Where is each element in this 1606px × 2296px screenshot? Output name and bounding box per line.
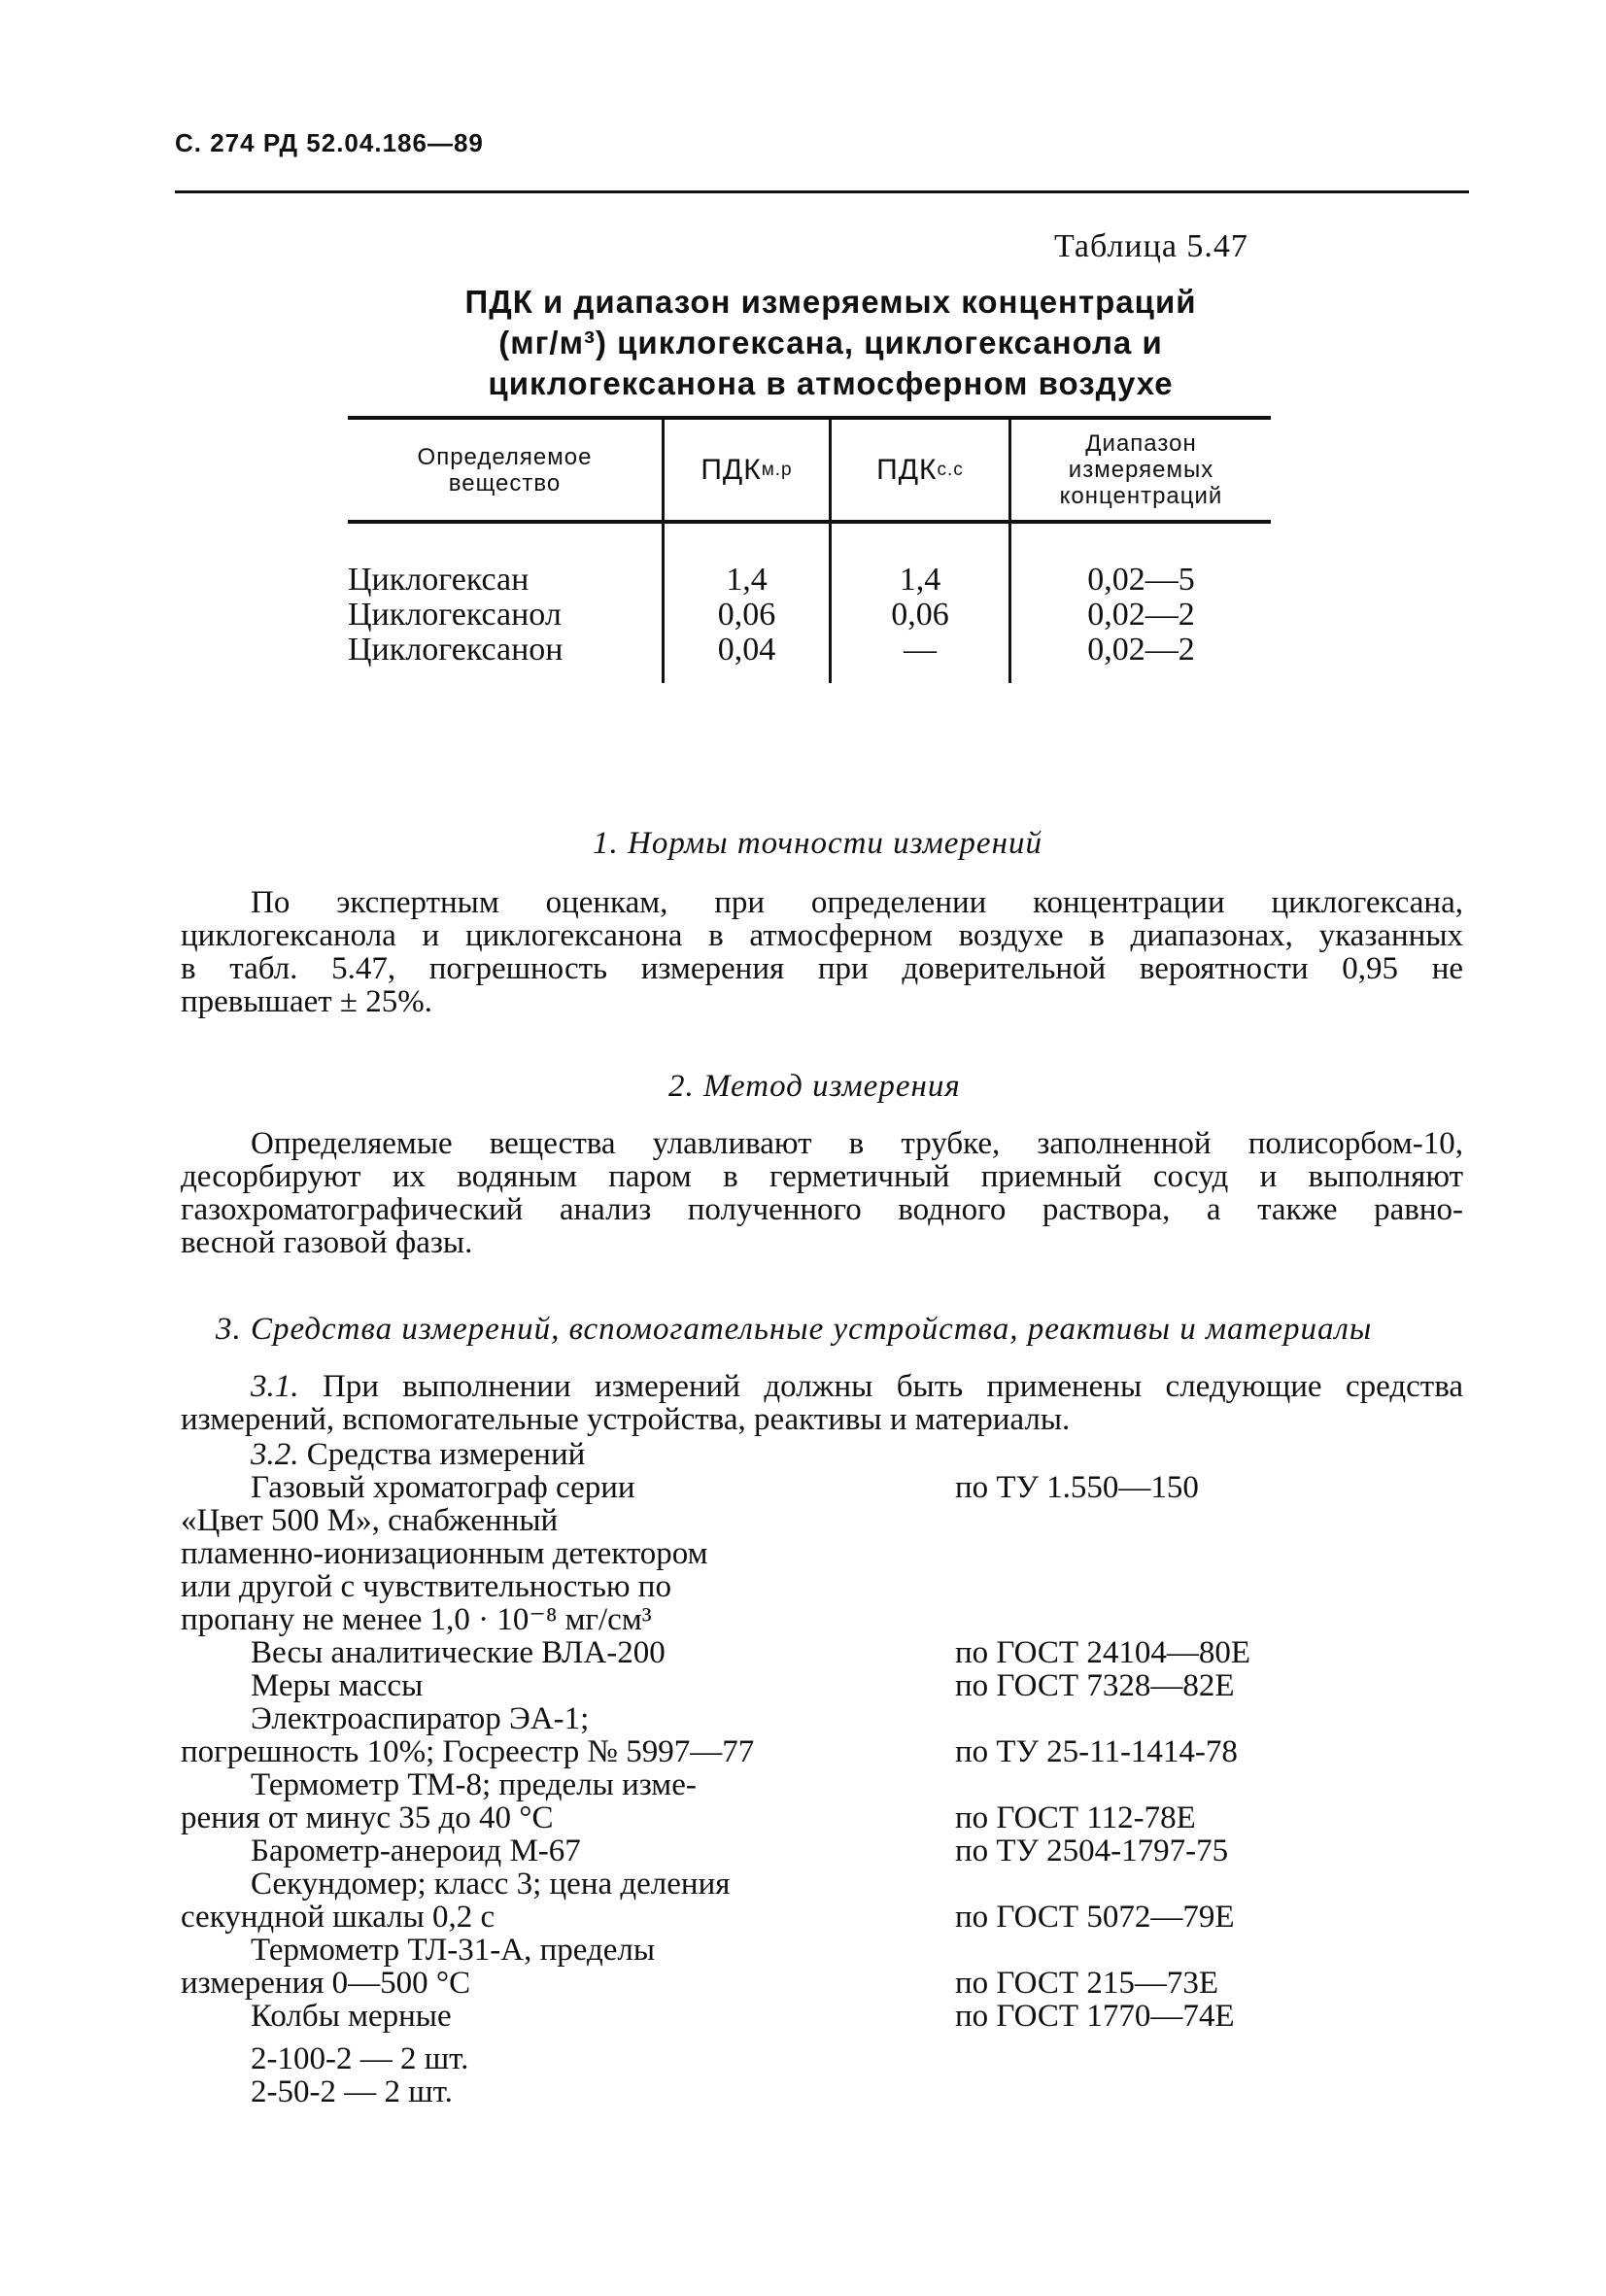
equipment-item	[181, 1669, 1473, 1702]
header-substance: Определяемое вещество	[417, 443, 593, 497]
equipment-description-line: Секундомер; класс 3; цена деления	[251, 1867, 731, 1902]
header-pdk-ss-sub: с.с	[937, 460, 964, 480]
equipment-standard: по ГОСТ 1770—74Е	[955, 1999, 1235, 2034]
equipment-item	[181, 1834, 1473, 1868]
equipment-standard: по ГОСТ 24104—80Е	[955, 1635, 1250, 1670]
equipment-item	[181, 2042, 1473, 2075]
table-label: Таблица 5.47	[1054, 228, 1248, 264]
clause-number: 3.2.	[251, 1437, 299, 1472]
equipment-item	[181, 1768, 1473, 1834]
table-row	[348, 562, 1271, 597]
equipment-standard: по ГОСТ 112-78Е	[955, 1800, 1196, 1835]
paragraph-line: измерений, вспомогательные устройства, реактивы и материалы.	[181, 1402, 1071, 1437]
section-2-paragraph	[181, 1127, 1463, 1259]
equipment-item	[181, 1934, 1473, 2000]
table-title	[345, 282, 1316, 404]
cell-pdk-mr: 1,4	[726, 562, 768, 598]
equipment-description-line: Весы аналитические ВЛА-200	[251, 1635, 666, 1670]
cell-substance: Циклогексанон	[348, 632, 564, 668]
equipment-description-line: Барометр-анероид М-67	[251, 1833, 581, 1868]
equipment-description-line: Электроаспиратор ЭА-1;	[251, 1701, 590, 1736]
equipment-item	[181, 1702, 1473, 1768]
equipment-description-line: рения от минус 35 до 40 °С	[181, 1800, 554, 1835]
section-1-paragraph	[181, 886, 1463, 1018]
header-pdk-mr	[665, 420, 829, 520]
equipment-description-line: пропану не менее 1,0 · 10⁻⁸ мг/см³	[181, 1602, 652, 1637]
running-head: С. 274 РД 52.04.186—89	[175, 128, 484, 157]
paragraph-line: превышает ± 25%.	[181, 984, 433, 1019]
header-range: Диапазон измеряемых концентраций	[1059, 430, 1223, 509]
clause-3-1	[181, 1370, 1463, 1436]
cell-substance: Циклогексанол	[348, 597, 562, 633]
equipment-standard: по ТУ 2504-1797-75	[955, 1833, 1229, 1868]
cell-pdk-ss: 1,4	[899, 562, 941, 598]
paragraph-line	[181, 1370, 1463, 1403]
cell-pdk-ss: 0,06	[891, 597, 949, 633]
table-title-line: циклогексанона в атмосферном воздухе	[488, 365, 1174, 401]
equipment-description-line: Меры массы	[251, 1668, 424, 1703]
equipment-description-line: пламенно-ионизационным детектором	[181, 1536, 708, 1571]
header-pdk-mr-sub: м.р	[761, 460, 793, 480]
section-heading-3: 3. Средства измерений, вспомогательные устройства, реактивы и материалы	[216, 1312, 1373, 1347]
cell-range: 0,02—5	[1087, 562, 1195, 598]
equipment-description-line: 2-50-2 — 2 шт.	[251, 2074, 453, 2109]
paragraph-line: десорбируют их водяным паром в герметичный приемный сосуд и выполняют	[181, 1159, 1463, 1194]
paragraph-line: Определяемые вещества улавливают в трубке, заполненной полисорбом-10,	[251, 1126, 1463, 1161]
equipment-standard: по ГОСТ 7328—82Е	[955, 1668, 1235, 1703]
equipment-standard: по ТУ 1.550—150	[955, 1470, 1199, 1505]
section-heading-1: 1. Нормы точности измерений	[593, 826, 1042, 861]
clause-number: 3.1.	[251, 1369, 299, 1404]
equipment-item	[181, 2000, 1473, 2033]
table-title-line: (мг/м³) циклогексана, циклогексанола и	[498, 325, 1163, 360]
equipment-description-line: Газовый хроматограф серии	[251, 1470, 635, 1505]
equipment-description-line: Термометр ТЛ-31-А, пределы	[251, 1933, 656, 1968]
section-heading-2: 2. Метод измерения	[668, 1069, 961, 1104]
paragraph-line: циклогексанола и циклогексанона в атмосферном воздухе в диапазонах, указанных	[181, 918, 1463, 953]
equipment-description-line: Термометр ТМ-8; пределы изме-	[251, 1767, 697, 1802]
equipment-description-line: Колбы мерные	[251, 1999, 452, 2034]
clause-text: Средства измерений	[306, 1437, 586, 1472]
header-rule	[175, 190, 1469, 193]
equipment-standard: по ТУ 25-11-1414-78	[955, 1734, 1238, 1769]
cell-range: 0,02—2	[1087, 632, 1195, 668]
equipment-description-line: 2-100-2 — 2 шт.	[251, 2041, 469, 2076]
equipment-description-line: «Цвет 500 М», снабженный	[181, 1503, 559, 1538]
header-pdk-mr-main: ПДК	[700, 454, 762, 486]
header-pdk-ss-main: ПДК	[876, 454, 938, 486]
table-row	[348, 597, 1271, 632]
cell-pdk-ss: —	[904, 632, 937, 668]
clause-text: При выполнении измерений должны быть применены следующие средства	[322, 1369, 1463, 1404]
cell-range: 0,02—2	[1087, 597, 1195, 633]
equipment-item	[181, 1868, 1473, 1934]
header-pdk-ss	[832, 420, 1008, 520]
cell-pdk-mr: 0,04	[717, 632, 776, 668]
concentration-table	[348, 416, 1271, 683]
cell-substance: Циклогексан	[348, 562, 530, 598]
table-header-rule	[348, 520, 1271, 524]
cell-pdk-mr: 0,06	[717, 597, 776, 633]
equipment-description-line: секундной шкалы 0,2 с	[181, 1900, 495, 1935]
equipment-standard: по ГОСТ 5072—79Е	[955, 1900, 1235, 1935]
equipment-description-line: погрешность 10%; Госреестр № 5997—77	[181, 1734, 755, 1769]
equipment-description-line: или другой с чувствительностью по	[181, 1569, 671, 1604]
paragraph-line: в табл. 5.47, погрешность измерения при доверительной вероятности 0,95 не	[181, 951, 1463, 986]
equipment-item	[181, 1471, 1473, 1636]
equipment-standard: по ГОСТ 215—73Е	[955, 1966, 1218, 2001]
equipment-item	[181, 2075, 1473, 2108]
table-title-line: ПДК и диапазон измеряемых концентраций	[464, 284, 1197, 320]
table-row	[348, 632, 1271, 667]
equipment-item	[181, 1636, 1473, 1669]
clause-3-2	[251, 1438, 585, 1471]
equipment-description-line: измерения 0—500 °С	[181, 1966, 471, 2001]
paragraph-line: газохроматографический анализ полученного водного раствора, а также равно-	[181, 1192, 1463, 1227]
paragraph-line: весной газовой фазы.	[181, 1225, 473, 1260]
paragraph-line: По экспертным оценкам, при определении концентрации циклогексана,	[251, 885, 1463, 920]
